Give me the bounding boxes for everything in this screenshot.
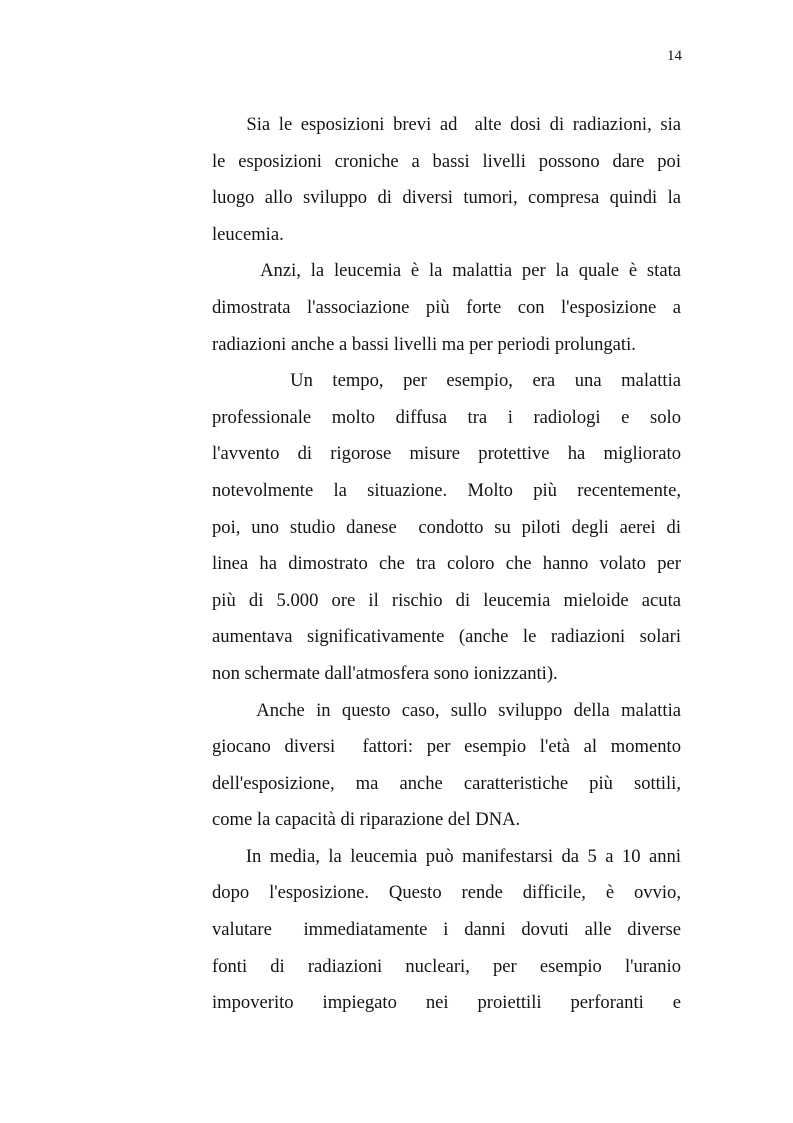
page-number: 14	[667, 48, 682, 64]
text-line: luogo allo sviluppo di diversi tumori, compresa quindi la	[212, 187, 681, 209]
text-line: l'avvento di rigorose misure protettive ha migliorato	[212, 443, 681, 465]
text-line: Sia le esposizioni brevi ad alte dosi di radiazioni, sia	[212, 114, 681, 135]
text-line: aumentava significativamente (anche le radiazioni solari	[212, 626, 681, 648]
text-line: fonti di radiazioni nucleari, per esempio l'uranio	[212, 955, 681, 977]
paragraph	[212, 363, 681, 692]
text-line: valutare immediatamente i danni dovuti alle diverse	[212, 919, 681, 941]
text-line: dimostrata l'associazione più forte con l'esposizione a	[212, 296, 681, 318]
text-line: professionale molto diffusa tra i radiologi e solo	[212, 406, 681, 428]
text-line: Anche in questo caso, sullo sviluppo della malattia	[212, 699, 681, 721]
text-line: Anzi, la leucemia è la malattia per la quale è stata	[212, 260, 681, 282]
text-line: poi, uno studio danese condotto su piloti degli aerei di	[212, 516, 681, 538]
text-line: impoverito impiegato nei proiettili perforanti e	[212, 992, 681, 1014]
text-line: giocano diversi fattori: per esempio l'età al momento	[212, 736, 681, 758]
body-text	[212, 107, 681, 1022]
text-line: leucemia.	[212, 223, 284, 245]
text-line: non schermate dall'atmosfera sono ionizzanti).	[212, 662, 558, 684]
paragraph	[212, 839, 681, 1022]
text-line: linea ha dimostrato che tra coloro che hanno volato per	[212, 553, 681, 575]
text-line: come la capacità di riparazione del DNA.	[212, 809, 521, 831]
text-line: In media, la leucemia può manifestarsi da 5 a 10 anni	[212, 845, 681, 867]
text-line: notevolmente la situazione. Molto più recentemente,	[212, 479, 681, 501]
text-line: dopo l'esposizione. Questo rende difficile, è ovvio,	[212, 882, 681, 904]
text-line: le esposizioni croniche a bassi livelli possono dare poi	[212, 150, 681, 172]
text-line: dell'esposizione, ma anche caratteristiche più sottili,	[212, 772, 681, 794]
text-line: radiazioni anche a bassi livelli ma per periodi prolungati.	[212, 333, 636, 355]
paragraph	[212, 253, 681, 363]
paragraph	[212, 107, 681, 253]
text-line: più di 5.000 ore il rischio di leucemia mieloide acuta	[212, 589, 681, 611]
paragraph	[212, 693, 681, 839]
text-line: Un tempo, per esempio, era una malattia	[212, 370, 681, 392]
